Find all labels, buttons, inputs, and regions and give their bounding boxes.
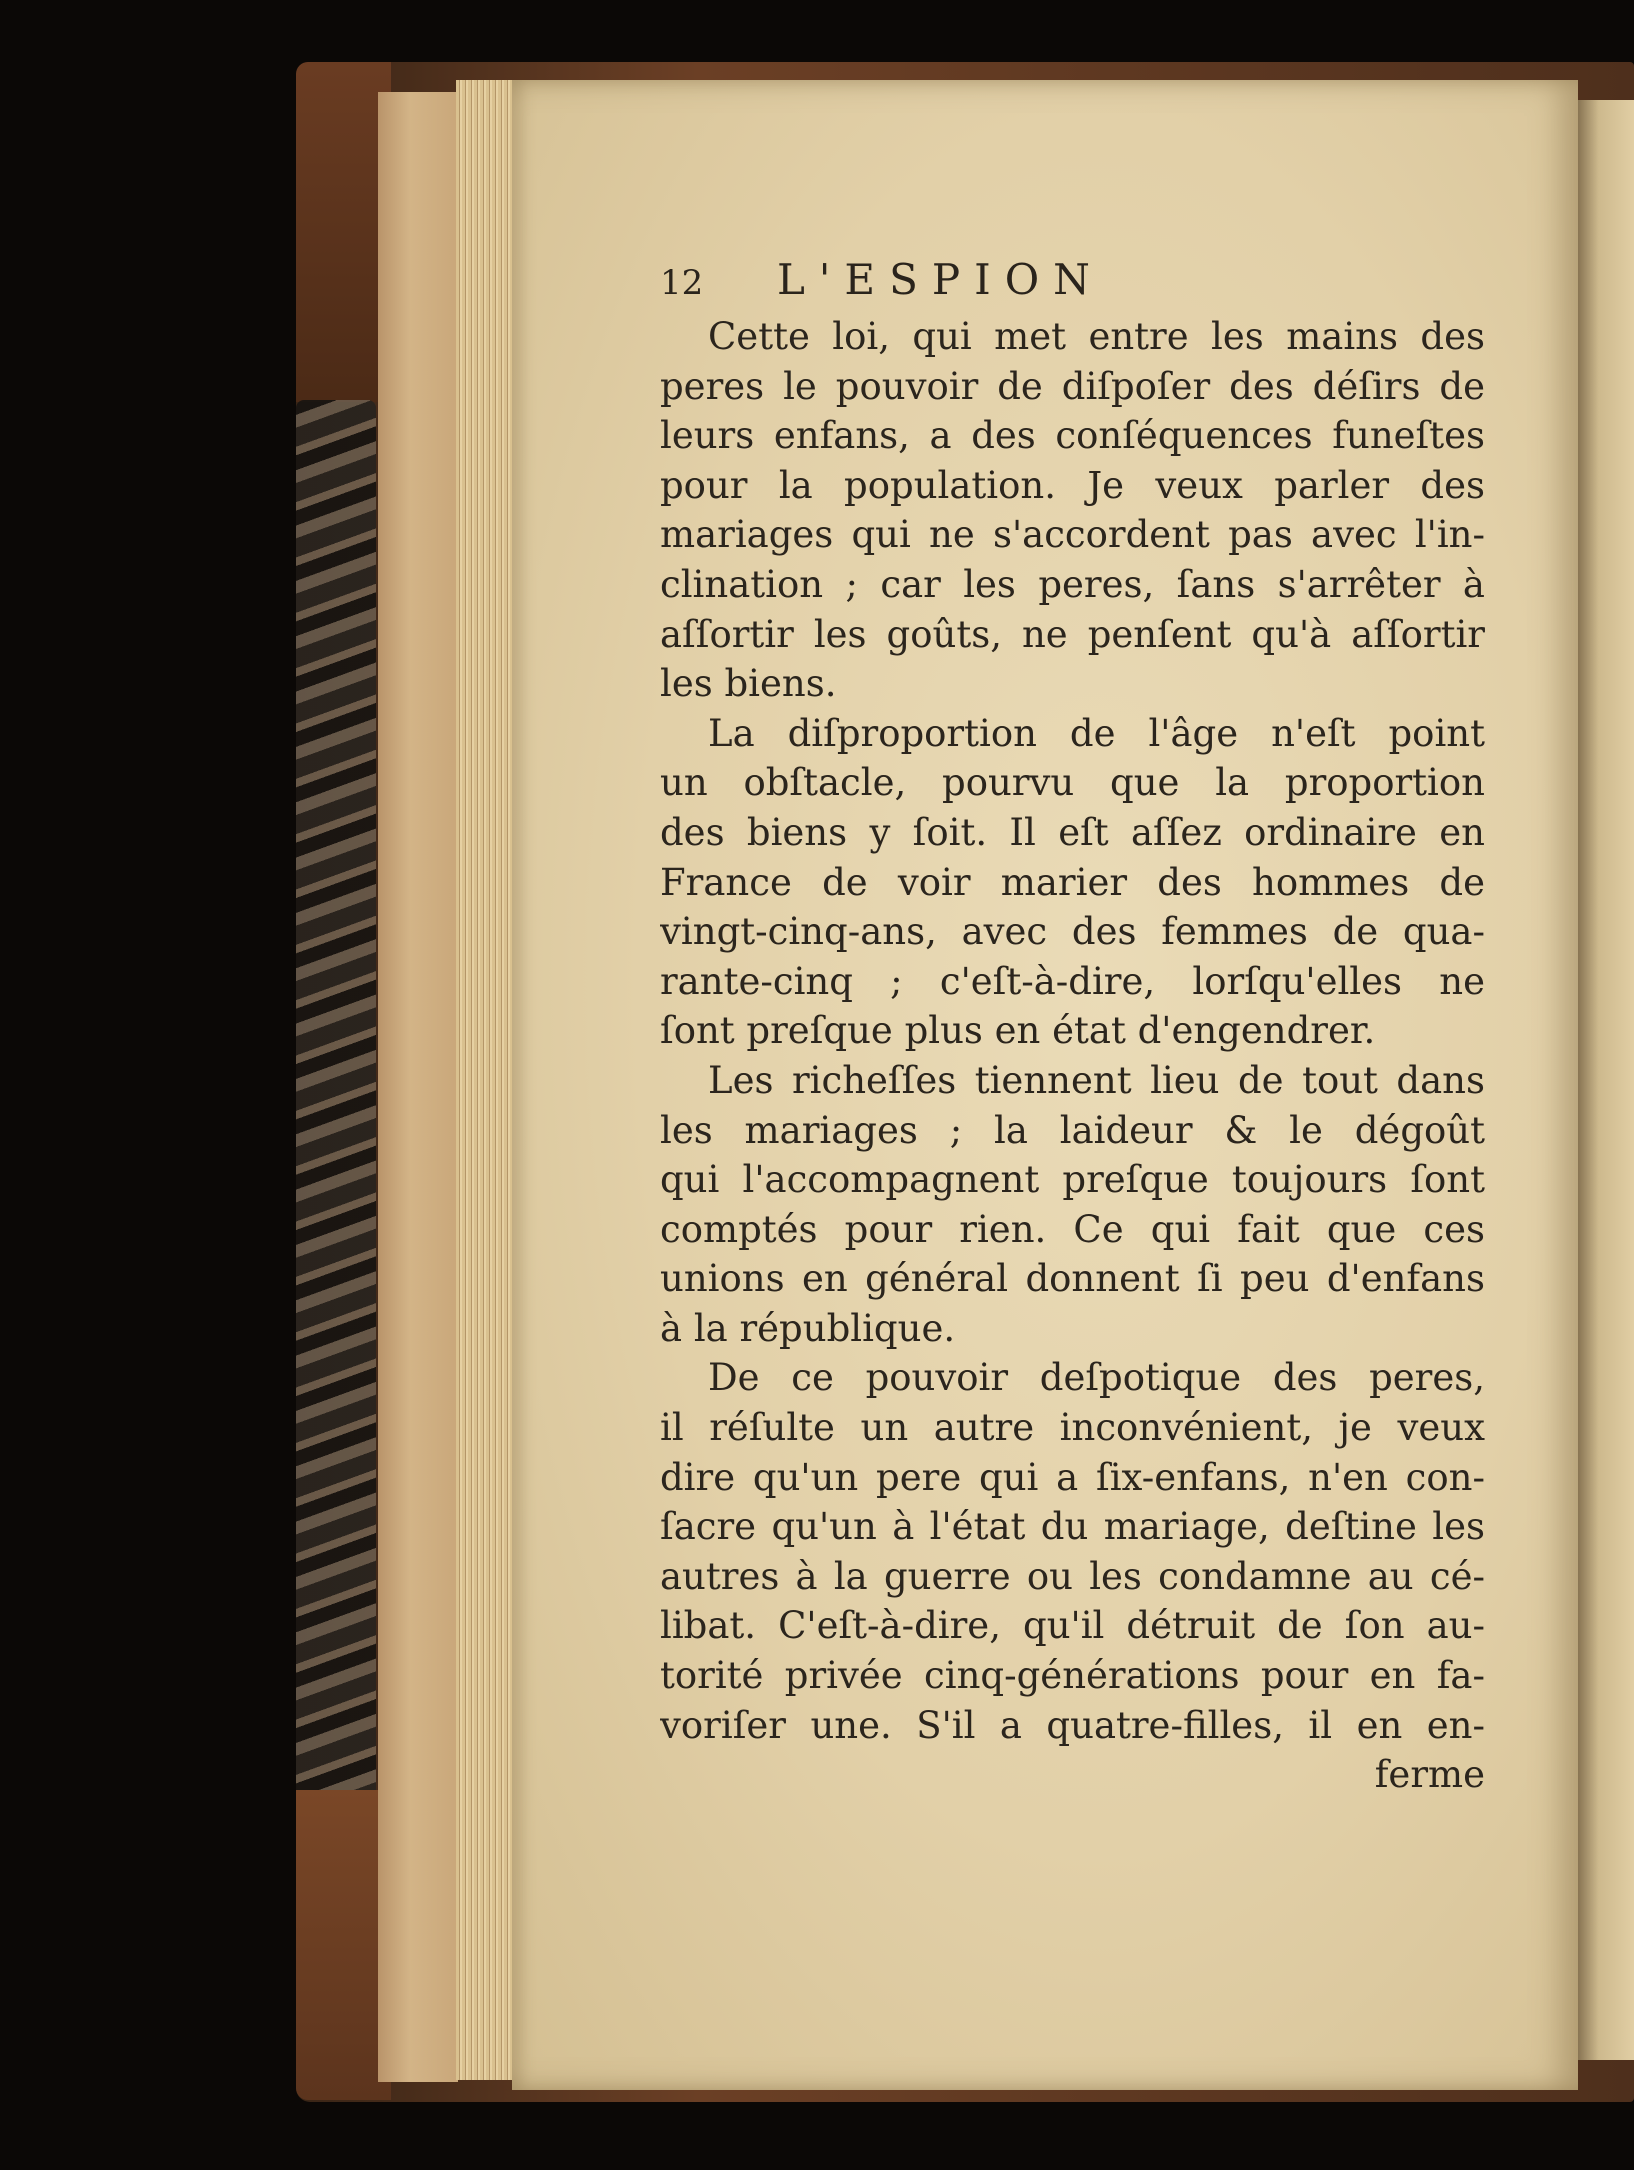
text-line: unions en général donnent ſi peu d'enfans — [660, 1257, 1485, 1301]
text-line: libat. C'eſt-à-dire, qu'il détruit de ſon au- — [660, 1604, 1485, 1648]
running-title: L'ESPION — [777, 255, 1104, 304]
text-line: pour la population. Je veux parler des — [660, 463, 1485, 507]
text-line: des biens y ſoit. Il eſt aſſez ordinaire en — [660, 810, 1485, 854]
text-line: peres le pouvoir de diſpoſer des déſirs de — [660, 364, 1485, 408]
page-number: 12 — [660, 263, 704, 303]
endpaper — [378, 92, 458, 2082]
page-edges — [456, 80, 516, 2080]
text-line: rante-cinq ; c'eſt-à-dire, lorſqu'elles ne — [660, 959, 1485, 1003]
text-line: voriſer une. S'il a quatre-filles, il en en- — [660, 1703, 1485, 1747]
paragraph-4 — [660, 1353, 1485, 1750]
text-line: ſont preſque plus en état d'engendrer. — [660, 1009, 1376, 1053]
text-line: comptés pour rien. Ce qui fait que ces — [660, 1207, 1485, 1251]
text-line: leurs enfans, a des conſéquences funeſtes — [660, 414, 1485, 458]
text-line: La diſproportion de l'âge n'eſt point — [708, 711, 1485, 755]
text-line: aſſortir les goûts, ne penſent qu'à aſſortir — [660, 612, 1485, 656]
text-line: France de voir marier des hommes de — [660, 860, 1485, 904]
text-line: Les richeſſes tiennent lieu de tout dans — [708, 1058, 1485, 1102]
text-line: dire qu'un pere qui a ſix-enfans, n'en con- — [660, 1455, 1485, 1499]
facing-page-edge — [1575, 100, 1634, 2060]
paragraph-1 — [660, 312, 1485, 709]
paragraph-2 — [660, 709, 1485, 1056]
text-line: autres à la guerre ou les condamne au cé- — [660, 1554, 1485, 1598]
body-text — [660, 312, 1485, 1800]
text-line: un obſtacle, pourvu que la proportion — [660, 761, 1485, 805]
text-line: De ce pouvoir deſpotique des peres, — [708, 1356, 1485, 1400]
text-line: les biens. — [660, 662, 837, 706]
text-line: à la république. — [660, 1306, 956, 1350]
running-head — [660, 255, 1260, 315]
paragraph-3 — [660, 1056, 1485, 1354]
text-line: il réſulte un autre inconvénient, je veux — [660, 1406, 1485, 1450]
leather-corner-top — [296, 62, 391, 402]
catchword: ferme — [1374, 1753, 1485, 1797]
text-line: les mariages ; la laideur & le dégoût — [660, 1108, 1485, 1152]
text-line: mariages qui ne s'accordent pas avec l'in- — [660, 513, 1485, 557]
text-line: vingt-cinq-ans, avec des femmes de qua- — [660, 910, 1485, 954]
text-line: clination ; car les peres, ſans s'arrêter à — [660, 562, 1485, 606]
text-line: Cette loi, qui met entre les mains des — [708, 315, 1485, 358]
text-line: ſacre qu'un à l'état du mariage, deſtine les — [660, 1505, 1485, 1549]
leather-corner-bottom — [296, 1790, 391, 2100]
text-line: qui l'accompagnent preſque toujours ſont — [660, 1158, 1485, 1202]
text-line: torité privée cinq-générations pour en fa- — [660, 1654, 1485, 1698]
marbled-board — [296, 400, 376, 1800]
